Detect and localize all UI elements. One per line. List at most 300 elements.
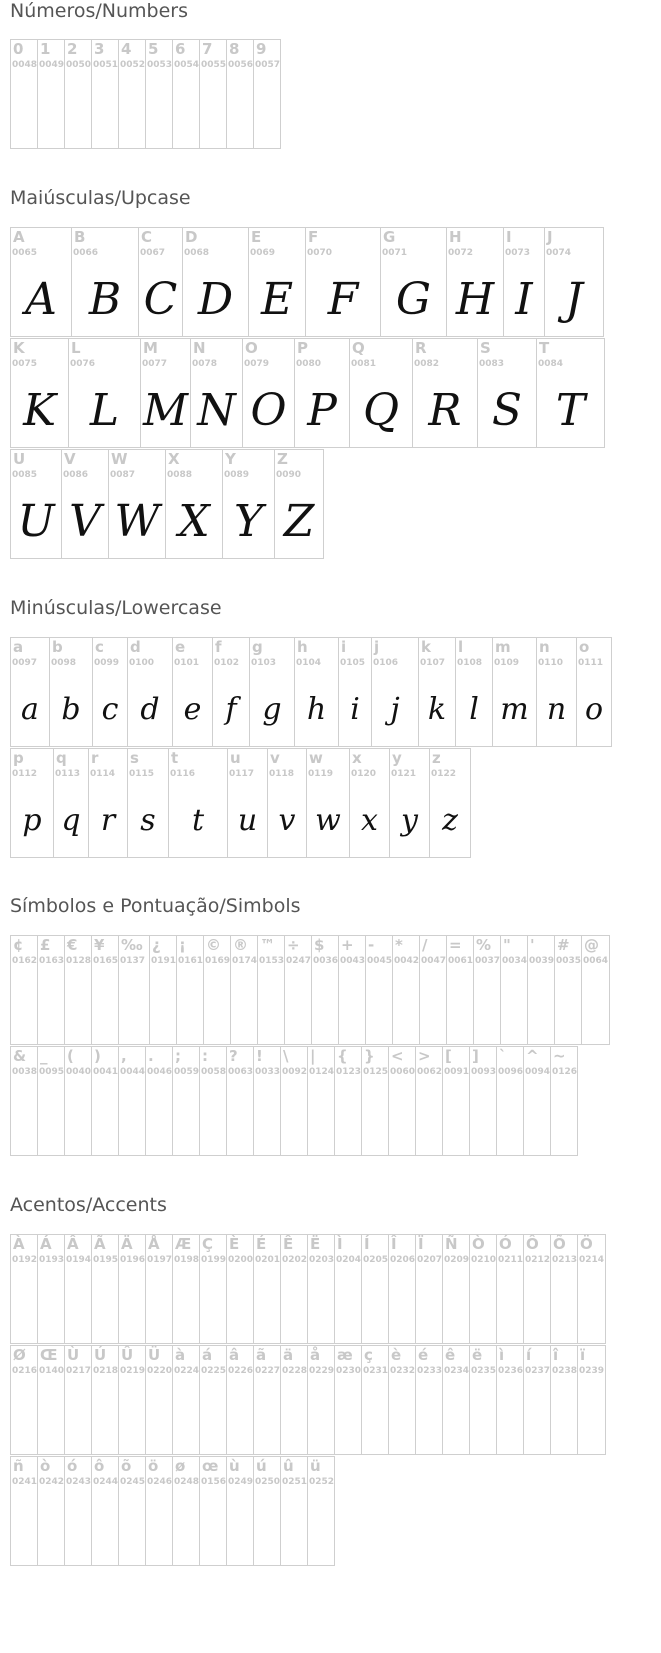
glyph-char-label: | bbox=[310, 1047, 316, 1065]
glyph-char-label: ö bbox=[148, 1457, 159, 1475]
glyph-cell bbox=[227, 748, 268, 858]
glyph-code-label: 0110 bbox=[538, 658, 564, 668]
glyph-cell bbox=[392, 935, 420, 1045]
glyph-code-label: 0118 bbox=[269, 769, 295, 779]
glyph-code-label: 0230 bbox=[336, 1366, 362, 1376]
glyph-code-label: 0112 bbox=[12, 769, 38, 779]
glyph-preview: K bbox=[23, 385, 56, 436]
glyph-cell bbox=[88, 748, 128, 858]
glyph-code-label: 0049 bbox=[39, 60, 65, 70]
glyph-cell bbox=[91, 1234, 119, 1344]
glyph-code-label: 0169 bbox=[205, 956, 231, 966]
glyph-char-label: ó bbox=[67, 1457, 78, 1475]
glyph-row bbox=[10, 39, 280, 148]
glyph-cell bbox=[230, 935, 258, 1045]
glyph-code-label: 0038 bbox=[12, 1067, 38, 1077]
glyph-char-label: @ bbox=[584, 936, 599, 954]
glyph-char-label: - bbox=[368, 936, 375, 954]
glyph-code-label: 0117 bbox=[229, 769, 255, 779]
glyph-preview: F bbox=[327, 274, 359, 325]
glyph-char-label: p bbox=[13, 749, 24, 767]
glyph-cell bbox=[226, 1046, 254, 1156]
glyph-cell bbox=[149, 935, 177, 1045]
glyph-cell bbox=[108, 449, 166, 559]
glyph-cell bbox=[496, 1345, 524, 1455]
glyph-char-label: A bbox=[13, 228, 25, 246]
glyph-code-label: 0220 bbox=[147, 1366, 173, 1376]
glyph-char-label: v bbox=[270, 749, 280, 767]
glyph-code-label: 0053 bbox=[147, 60, 173, 70]
glyph-code-label: 0039 bbox=[529, 956, 555, 966]
section-title: Números/Numbers bbox=[10, 0, 188, 22]
glyph-cell bbox=[527, 935, 555, 1045]
glyph-cell bbox=[199, 1046, 227, 1156]
glyph-code-label: 0237 bbox=[525, 1366, 551, 1376]
section-title: Maiúsculas/Upcase bbox=[10, 187, 191, 209]
glyph-char-label: : bbox=[202, 1047, 208, 1065]
glyph-code-label: 0113 bbox=[55, 769, 81, 779]
glyph-char-label: å bbox=[310, 1346, 321, 1364]
glyph-preview: M bbox=[142, 385, 189, 436]
glyph-preview: z bbox=[442, 803, 458, 838]
glyph-char-label: û bbox=[283, 1457, 294, 1475]
glyph-preview: S bbox=[491, 385, 523, 436]
glyph-code-label: 0035 bbox=[556, 956, 582, 966]
glyph-code-label: 0123 bbox=[336, 1067, 362, 1077]
glyph-char-label: N bbox=[193, 339, 206, 357]
glyph-code-label: 0137 bbox=[120, 956, 146, 966]
glyph-char-label: 5 bbox=[148, 40, 159, 58]
glyph-preview: L bbox=[89, 385, 120, 436]
glyph-char-label: i bbox=[341, 638, 347, 656]
glyph-char-label: 8 bbox=[229, 40, 240, 58]
glyph-cell bbox=[554, 935, 582, 1045]
glyph-char-label: Ö bbox=[580, 1235, 593, 1253]
glyph-cell bbox=[10, 1345, 38, 1455]
glyph-char-label: j bbox=[374, 638, 380, 656]
glyph-code-label: 0248 bbox=[174, 1477, 200, 1487]
glyph-code-label: 0062 bbox=[417, 1067, 443, 1077]
glyph-char-label: ‰ bbox=[121, 936, 143, 954]
glyph-char-label: ê bbox=[445, 1346, 456, 1364]
glyph-code-label: 0088 bbox=[167, 470, 193, 480]
glyph-cell bbox=[91, 39, 119, 149]
glyph-char-label: I bbox=[506, 228, 512, 246]
glyph-cell bbox=[91, 1345, 119, 1455]
glyph-code-label: 0197 bbox=[147, 1255, 173, 1265]
glyph-char-label: ¿ bbox=[152, 936, 161, 954]
glyph-char-label: = bbox=[449, 936, 462, 954]
glyph-cell bbox=[338, 935, 366, 1045]
glyph-code-label: 0057 bbox=[255, 60, 281, 70]
glyph-char-label: ë bbox=[472, 1346, 483, 1364]
glyph-char-label: ) bbox=[94, 1047, 101, 1065]
glyph-char-label: z bbox=[432, 749, 441, 767]
glyph-code-label: 0098 bbox=[51, 658, 77, 668]
glyph-cell bbox=[182, 227, 249, 337]
glyph-char-label: Ó bbox=[499, 1235, 512, 1253]
glyph-code-label: 0156 bbox=[201, 1477, 227, 1487]
glyph-code-label: 0124 bbox=[309, 1067, 335, 1077]
glyph-code-label: 0165 bbox=[93, 956, 119, 966]
glyph-code-label: 0083 bbox=[479, 359, 505, 369]
glyph-char-label: ¡ bbox=[179, 936, 186, 954]
glyph-preview: s bbox=[140, 803, 156, 838]
glyph-cell bbox=[64, 1234, 92, 1344]
glyph-preview: i bbox=[350, 692, 360, 727]
glyph-code-label: 0067 bbox=[140, 248, 166, 258]
glyph-preview: G bbox=[395, 274, 432, 325]
glyph-cell bbox=[294, 637, 339, 747]
glyph-preview: l bbox=[469, 692, 479, 727]
glyph-char-label: ~ bbox=[553, 1047, 566, 1065]
glyph-cell bbox=[415, 1345, 443, 1455]
glyph-code-label: 0201 bbox=[255, 1255, 281, 1265]
glyph-cell bbox=[550, 1234, 578, 1344]
glyph-cell bbox=[267, 748, 307, 858]
glyph-char-label: ` bbox=[499, 1047, 507, 1065]
glyph-char-label: œ bbox=[202, 1457, 219, 1475]
glyph-cell bbox=[361, 1046, 389, 1156]
glyph-char-label: ! bbox=[256, 1047, 263, 1065]
glyph-code-label: 0226 bbox=[228, 1366, 254, 1376]
glyph-cell bbox=[145, 39, 173, 149]
glyph-cell bbox=[10, 449, 62, 559]
glyph-code-label: 0066 bbox=[73, 248, 99, 258]
glyph-char-label: Û bbox=[121, 1346, 134, 1364]
glyph-code-label: 0116 bbox=[170, 769, 196, 779]
glyph-code-label: 0070 bbox=[307, 248, 333, 258]
glyph-cell bbox=[415, 1234, 443, 1344]
section-title: Acentos/Accents bbox=[10, 1194, 167, 1216]
glyph-char-label: O bbox=[245, 339, 258, 357]
glyph-preview: c bbox=[101, 692, 119, 727]
glyph-char-label: G bbox=[383, 228, 396, 246]
glyph-code-label: 0195 bbox=[93, 1255, 119, 1265]
glyph-cell bbox=[64, 39, 92, 149]
glyph-cell bbox=[496, 1234, 524, 1344]
glyph-cell bbox=[127, 748, 169, 858]
glyph-char-label: ] bbox=[472, 1047, 479, 1065]
glyph-cell bbox=[172, 1456, 200, 1566]
glyph-cell bbox=[492, 637, 537, 747]
glyph-code-label: 0080 bbox=[296, 359, 322, 369]
glyph-preview: R bbox=[428, 385, 462, 436]
glyph-char-label: æ bbox=[337, 1346, 353, 1364]
glyph-code-label: 0206 bbox=[390, 1255, 416, 1265]
glyph-char-label: ï bbox=[580, 1346, 586, 1364]
glyph-code-label: 0249 bbox=[228, 1477, 254, 1487]
glyph-code-label: 0232 bbox=[390, 1366, 416, 1376]
glyph-code-label: 0241 bbox=[12, 1477, 38, 1487]
glyph-cell bbox=[145, 1046, 173, 1156]
glyph-char-label: Ä bbox=[121, 1235, 133, 1253]
glyph-cell bbox=[419, 935, 447, 1045]
glyph-code-label: 0244 bbox=[93, 1477, 119, 1487]
glyph-cell bbox=[496, 1046, 524, 1156]
glyph-cell bbox=[127, 637, 173, 747]
glyph-cell bbox=[248, 227, 306, 337]
glyph-cell bbox=[118, 1234, 146, 1344]
glyph-char-label: Á bbox=[40, 1235, 52, 1253]
glyph-preview: f bbox=[225, 692, 237, 727]
glyph-cell bbox=[145, 1234, 173, 1344]
glyph-code-label: 0099 bbox=[94, 658, 120, 668]
glyph-char-label: k bbox=[421, 638, 431, 656]
glyph-char-label: Ê bbox=[283, 1235, 294, 1253]
glyph-code-label: 0163 bbox=[39, 956, 65, 966]
glyph-char-label: ñ bbox=[13, 1457, 24, 1475]
glyph-char-label: ù bbox=[229, 1457, 240, 1475]
glyph-cell bbox=[253, 39, 281, 149]
glyph-char-label: f bbox=[215, 638, 222, 656]
glyph-cell bbox=[523, 1234, 551, 1344]
glyph-code-label: 0245 bbox=[120, 1477, 146, 1487]
glyph-char-label: B bbox=[74, 228, 86, 246]
glyph-cell bbox=[349, 748, 390, 858]
glyph-preview: a bbox=[21, 692, 39, 727]
glyph-char-label: © bbox=[206, 936, 221, 954]
glyph-preview: j bbox=[390, 692, 400, 727]
glyph-code-label: 0096 bbox=[498, 1067, 524, 1077]
glyph-code-label: 0077 bbox=[142, 359, 168, 369]
glyph-code-label: 0058 bbox=[201, 1067, 227, 1077]
glyph-cell bbox=[581, 935, 610, 1045]
glyph-code-label: 0250 bbox=[255, 1477, 281, 1487]
glyph-char-label: ô bbox=[94, 1457, 105, 1475]
glyph-cell bbox=[536, 637, 577, 747]
glyph-cell bbox=[190, 338, 243, 448]
glyph-cell bbox=[49, 637, 93, 747]
glyph-char-label: X bbox=[168, 450, 180, 468]
glyph-char-label: Œ bbox=[40, 1346, 58, 1364]
glyph-code-label: 0097 bbox=[12, 658, 38, 668]
glyph-code-label: 0087 bbox=[110, 470, 136, 480]
glyph-row bbox=[10, 1046, 577, 1155]
glyph-code-label: 0054 bbox=[174, 60, 200, 70]
glyph-cell bbox=[523, 1046, 551, 1156]
glyph-char-label: Ú bbox=[94, 1346, 107, 1364]
glyph-char-label: Ë bbox=[310, 1235, 321, 1253]
glyph-preview: X bbox=[178, 496, 210, 547]
glyph-code-label: 0069 bbox=[250, 248, 276, 258]
glyph-code-label: 0104 bbox=[296, 658, 322, 668]
glyph-cell bbox=[71, 227, 139, 337]
glyph-cell bbox=[172, 637, 213, 747]
glyph-code-label: 0119 bbox=[308, 769, 334, 779]
glyph-cell bbox=[91, 1456, 119, 1566]
glyph-code-label: 0218 bbox=[93, 1366, 119, 1376]
glyph-cell bbox=[253, 1345, 281, 1455]
glyph-cell bbox=[37, 1345, 65, 1455]
glyph-char-label: * bbox=[395, 936, 403, 954]
glyph-char-label: ä bbox=[283, 1346, 294, 1364]
glyph-code-label: 0075 bbox=[12, 359, 38, 369]
glyph-code-label: 0115 bbox=[129, 769, 155, 779]
glyph-code-label: 0216 bbox=[12, 1366, 38, 1376]
glyph-code-label: 0101 bbox=[174, 658, 200, 668]
glyph-code-label: 0228 bbox=[282, 1366, 308, 1376]
glyph-cell bbox=[577, 1345, 606, 1455]
glyph-code-label: 0192 bbox=[12, 1255, 38, 1265]
glyph-char-label: ü bbox=[310, 1457, 321, 1475]
section-title: Minúsculas/Lowercase bbox=[10, 597, 222, 619]
glyph-cell bbox=[37, 1234, 65, 1344]
glyph-char-label: 0 bbox=[13, 40, 24, 58]
glyph-cell bbox=[429, 748, 471, 858]
glyph-char-label: Ñ bbox=[445, 1235, 458, 1253]
glyph-code-label: 0225 bbox=[201, 1366, 227, 1376]
glyph-cell bbox=[550, 1345, 578, 1455]
glyph-char-label: Ì bbox=[337, 1235, 343, 1253]
glyph-code-label: 0085 bbox=[12, 470, 38, 480]
glyph-cell bbox=[10, 227, 72, 337]
glyph-char-label: U bbox=[13, 450, 26, 468]
glyph-cell bbox=[388, 1046, 416, 1156]
glyph-char-label: n bbox=[539, 638, 550, 656]
glyph-cell bbox=[145, 1345, 173, 1455]
glyph-char-label: í bbox=[526, 1346, 532, 1364]
glyph-code-label: 0091 bbox=[444, 1067, 470, 1077]
glyph-cell bbox=[280, 1046, 308, 1156]
glyph-preview: B bbox=[88, 274, 122, 325]
glyph-char-label: Ò bbox=[472, 1235, 485, 1253]
glyph-char-label: y bbox=[392, 749, 402, 767]
glyph-cell bbox=[37, 1046, 65, 1156]
glyph-code-label: 0105 bbox=[340, 658, 366, 668]
glyph-cell bbox=[257, 935, 285, 1045]
glyph-cell bbox=[361, 1345, 389, 1455]
glyph-cell bbox=[253, 1046, 281, 1156]
glyph-char-label: 4 bbox=[121, 40, 132, 58]
glyph-preview: E bbox=[260, 274, 294, 325]
glyph-cell bbox=[172, 1046, 200, 1156]
glyph-code-label: 0196 bbox=[120, 1255, 146, 1265]
glyph-preview: w bbox=[315, 803, 341, 838]
glyph-row bbox=[10, 1345, 605, 1454]
glyph-char-label: à bbox=[175, 1346, 186, 1364]
glyph-row bbox=[10, 748, 470, 857]
glyph-char-label: Æ bbox=[175, 1235, 192, 1253]
glyph-preview: H bbox=[455, 274, 495, 325]
glyph-code-label: 0109 bbox=[494, 658, 520, 668]
glyph-cell bbox=[306, 748, 350, 858]
glyph-preview: n bbox=[546, 692, 567, 727]
glyph-cell bbox=[442, 1234, 470, 1344]
glyph-code-label: 0227 bbox=[255, 1366, 281, 1376]
glyph-code-label: 0247 bbox=[286, 956, 312, 966]
glyph-code-label: 0246 bbox=[147, 1477, 173, 1487]
glyph-preview: e bbox=[183, 692, 202, 727]
glyph-code-label: 0122 bbox=[431, 769, 457, 779]
glyph-cell bbox=[199, 39, 227, 149]
glyph-char-label: â bbox=[229, 1346, 240, 1364]
glyph-char-label: C bbox=[141, 228, 153, 246]
glyph-code-label: 0217 bbox=[66, 1366, 92, 1376]
glyph-cell bbox=[334, 1234, 362, 1344]
glyph-code-label: 0034 bbox=[502, 956, 528, 966]
glyph-char-label: R bbox=[415, 339, 427, 357]
glyph-char-label: a bbox=[13, 638, 24, 656]
glyph-code-label: 0108 bbox=[457, 658, 483, 668]
glyph-cell bbox=[280, 1345, 308, 1455]
glyph-preview: h bbox=[306, 692, 327, 727]
glyph-char-label: ã bbox=[256, 1346, 267, 1364]
glyph-code-label: 0051 bbox=[93, 60, 119, 70]
glyph-code-label: 0107 bbox=[420, 658, 446, 668]
glyph-cell bbox=[226, 1456, 254, 1566]
glyph-cell bbox=[118, 935, 150, 1045]
glyph-char-label: € bbox=[67, 936, 78, 954]
glyph-preview: J bbox=[565, 274, 583, 325]
glyph-char-label: Õ bbox=[553, 1235, 566, 1253]
glyph-cell bbox=[199, 1234, 227, 1344]
glyph-code-label: 0048 bbox=[12, 60, 38, 70]
glyph-preview: N bbox=[197, 385, 236, 436]
glyph-char-label: 9 bbox=[256, 40, 267, 58]
glyph-cell bbox=[249, 637, 295, 747]
glyph-cell bbox=[477, 338, 537, 448]
glyph-char-label: Ï bbox=[418, 1235, 424, 1253]
glyph-cell bbox=[253, 1234, 281, 1344]
glyph-cell bbox=[10, 39, 38, 149]
glyph-cell bbox=[222, 449, 275, 559]
glyph-char-label: S bbox=[480, 339, 491, 357]
glyph-cell bbox=[92, 637, 128, 747]
glyph-cell bbox=[64, 1046, 92, 1156]
glyph-code-label: 0074 bbox=[546, 248, 572, 258]
glyph-code-label: 0211 bbox=[498, 1255, 524, 1265]
glyph-cell bbox=[550, 1046, 578, 1156]
glyph-preview: P bbox=[307, 385, 337, 436]
glyph-cell bbox=[361, 1234, 389, 1344]
glyph-cell bbox=[118, 1046, 146, 1156]
glyph-cell bbox=[371, 637, 419, 747]
glyph-char-label: H bbox=[449, 228, 462, 246]
glyph-code-label: 0106 bbox=[373, 658, 399, 668]
glyph-cell bbox=[212, 637, 250, 747]
glyph-char-label: Ç bbox=[202, 1235, 214, 1253]
glyph-cell bbox=[280, 1234, 308, 1344]
glyph-char-label: Z bbox=[277, 450, 288, 468]
glyph-char-label: J bbox=[547, 228, 553, 246]
glyph-char-label: w bbox=[309, 749, 323, 767]
glyph-code-label: 0042 bbox=[394, 956, 420, 966]
glyph-row bbox=[10, 338, 604, 447]
glyph-code-label: 0231 bbox=[363, 1366, 389, 1376]
glyph-code-label: 0238 bbox=[552, 1366, 578, 1376]
glyph-preview: Z bbox=[283, 496, 315, 547]
glyph-cell bbox=[412, 338, 478, 448]
glyph-code-label: 0086 bbox=[63, 470, 89, 480]
glyph-char-label: ú bbox=[256, 1457, 267, 1475]
glyph-code-label: 0202 bbox=[282, 1255, 308, 1265]
glyph-cell bbox=[576, 637, 612, 747]
glyph-cell bbox=[172, 1234, 200, 1344]
glyph-char-label: ò bbox=[40, 1457, 51, 1475]
glyph-cell bbox=[10, 1456, 38, 1566]
glyph-cell bbox=[349, 338, 413, 448]
glyph-cell bbox=[37, 935, 65, 1045]
glyph-cell bbox=[140, 338, 191, 448]
glyph-cell bbox=[145, 1456, 173, 1566]
glyph-cell bbox=[455, 637, 493, 747]
glyph-cell bbox=[307, 1046, 335, 1156]
glyph-preview: v bbox=[278, 803, 296, 838]
glyph-char-label: & bbox=[13, 1047, 27, 1065]
glyph-char-label: 3 bbox=[94, 40, 105, 58]
glyph-cell bbox=[418, 637, 456, 747]
